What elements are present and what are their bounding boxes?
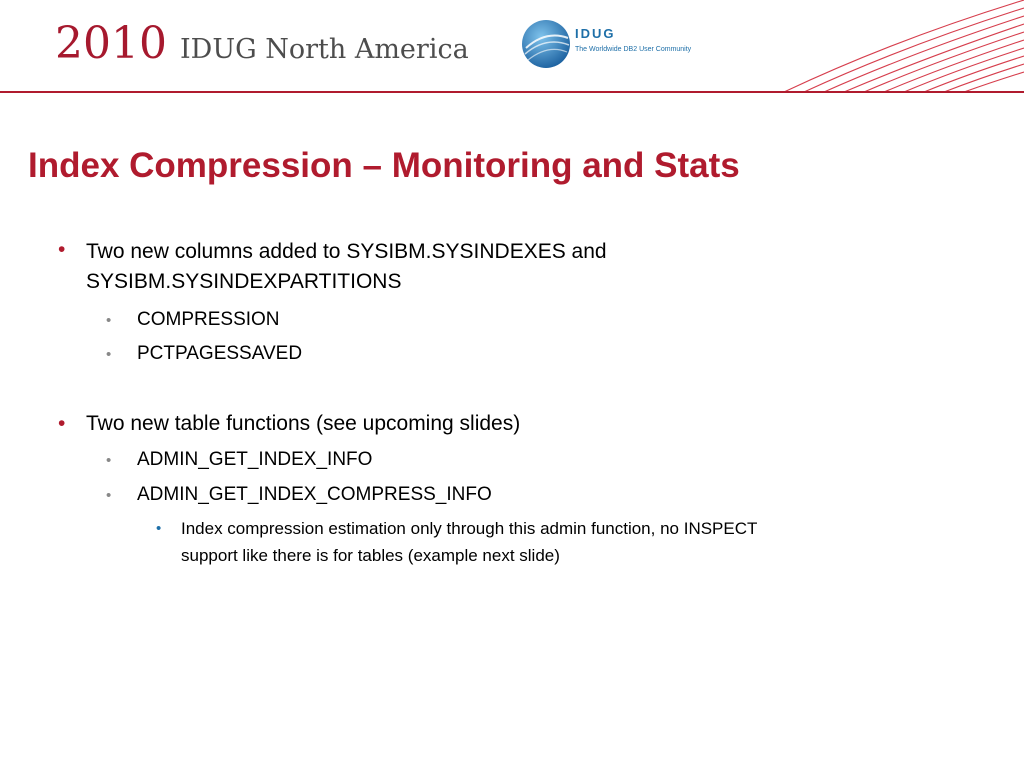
idug-logo (520, 18, 690, 74)
idug-logo-tagline: The Worldwide DB2 User Community (575, 46, 692, 53)
header-event-name: IDUG North America (180, 34, 469, 65)
header-year: 2010 (55, 18, 167, 69)
sub-sub-bullet-line-2: support like there is for tables (example next slide) (181, 546, 560, 565)
bullet-1-line-1: Two new columns added to SYSIBM.SYSINDEXES and (86, 240, 607, 263)
sub-bullet-pctpagessaved: PCTPAGESSAVED (137, 343, 303, 364)
idug-globe-icon (520, 18, 572, 70)
sub-bullet-admin-get-index-compress-info: ADMIN_GET_INDEX_COMPRESS_INFO (137, 484, 492, 505)
slide-header (0, 0, 1024, 92)
sub-bullet-compression: COMPRESSION (137, 309, 280, 330)
header-divider (0, 91, 1024, 93)
idug-logo-name: IDUG (575, 26, 616, 41)
slide-title: Index Compression – Monitoring and Stats (28, 146, 740, 185)
header-swoosh-decoration (724, 0, 1024, 92)
bullet-1-line-2: SYSIBM.SYSINDEXPARTITIONS (86, 270, 402, 293)
bullet-2-text: Two new table functions (see upcoming slides) (86, 412, 521, 435)
sub-bullet-admin-get-index-info: ADMIN_GET_INDEX_INFO (137, 449, 373, 470)
sub-sub-bullet-line-1: Index compression estimation only through this admin function, no INSPECT (181, 519, 758, 538)
